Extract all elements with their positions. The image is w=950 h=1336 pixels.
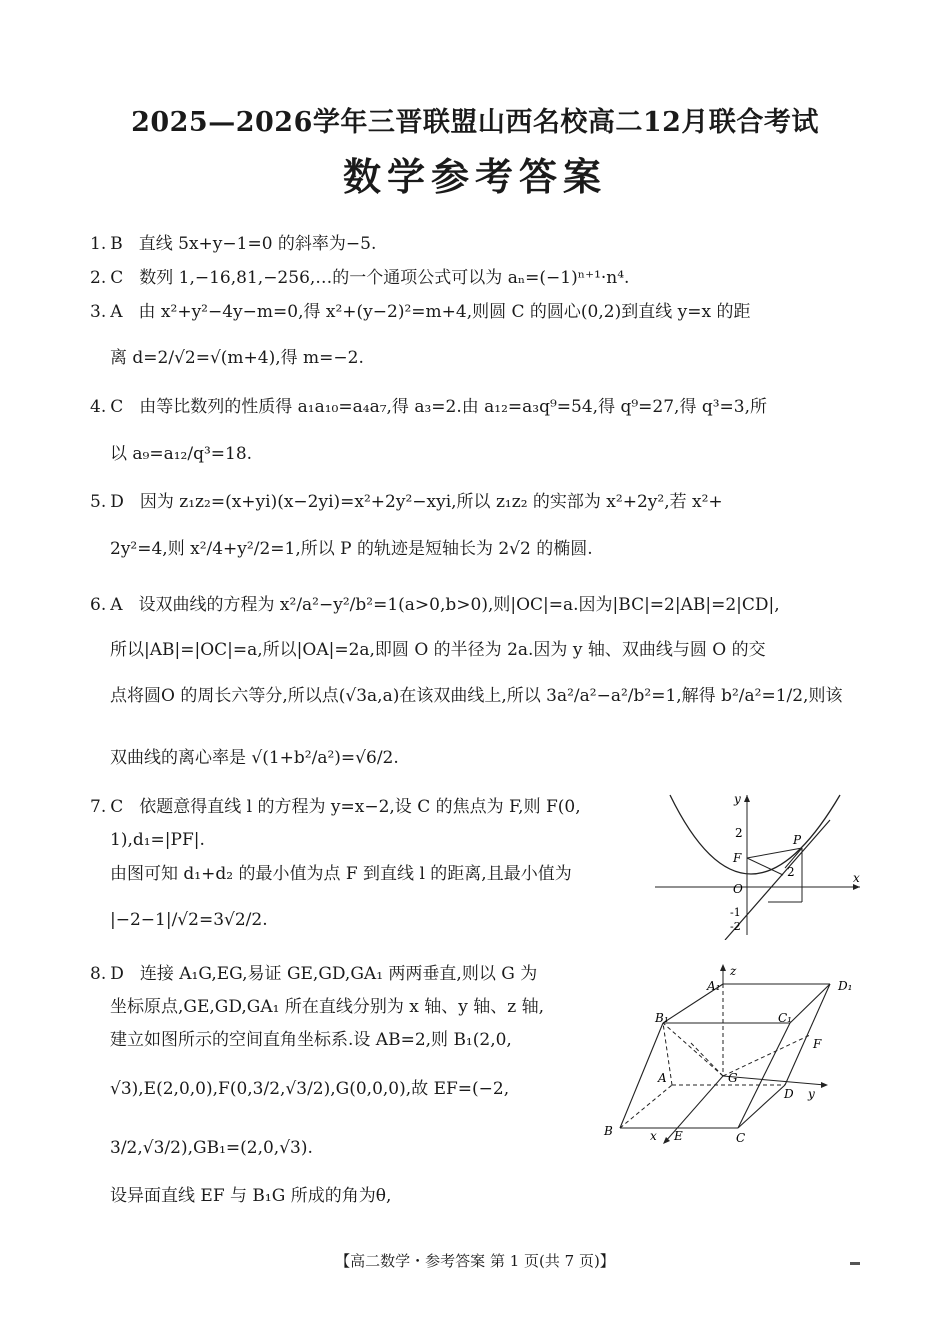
item-answer: A	[110, 595, 123, 615]
edge-ba	[620, 1085, 672, 1128]
item-text: 连接 A₁G,EG,易证 GE,GD,GA₁ 两两垂直,则以 G 为	[139, 964, 538, 984]
item-1	[90, 232, 376, 256]
z-axis-arrow	[720, 964, 726, 971]
item-4-line-2: 以 a₉=a₁₂/q³=18.	[110, 444, 253, 464]
z-axis-label: z	[730, 964, 737, 978]
exam-title: 2025—2026学年三晋联盟山西名校高二12月联合考试	[131, 107, 819, 138]
item-text: 由 x²+y²−4y−m=0,得 x²+(y−2)²=m+4,则圆 C 的圆心(0,2)到直线 y=x 的距	[138, 302, 751, 322]
point-b-label: B	[604, 1124, 613, 1138]
item-answer: C	[110, 268, 124, 288]
item-answer: C	[110, 397, 124, 417]
segment-gb1	[663, 1023, 723, 1076]
point-d1-label: D₁	[838, 979, 853, 993]
segment-fp	[747, 848, 802, 858]
item-answer: A	[110, 302, 123, 322]
item-answer: C	[110, 797, 124, 817]
point-c1-label: C₁	[778, 1011, 792, 1025]
page-title: 数学参考答案	[342, 154, 607, 199]
point-f-label: F	[733, 851, 742, 865]
point-g-label: G	[728, 1071, 738, 1085]
item-6-line-3: 点将圆O 的周长六等分,所以点(√3a,a)在该双曲线上,所以 3a²/a²−a²/b²=1,解得 b²/a²=1/2,则该	[110, 686, 843, 706]
item-number: 8.	[90, 964, 107, 984]
item-6-line-2: 所以|AB|=|OC|=a,所以|OA|=2a,即圆 O 的半径为 2a.因为 y 轴、双曲线与圆 O 的交	[110, 640, 766, 660]
item-7-line-4: |−2−1|/√2=3√2/2.	[110, 910, 268, 930]
item-7	[90, 795, 581, 819]
item-text: 由等比数列的性质得 a₁a₁₀=a₄a₇,得 a₃=2.由 a₁₂=a₃q⁹=54,得 q⁹=27,得 q³=3,所	[139, 397, 768, 417]
item-3-line-2: 离 d=2/√2=√(m+4),得 m=−2.	[110, 348, 364, 368]
item-6	[90, 593, 780, 617]
edge-d1c1	[790, 984, 830, 1023]
item-answer: D	[110, 492, 124, 512]
point-f-label: F	[813, 1037, 822, 1051]
item-8-line-6: 设异面直线 EF 与 B₁G 所成的角为θ,	[110, 1186, 392, 1206]
edge-d1d	[785, 984, 830, 1085]
item-number: 5.	[90, 492, 107, 512]
item-2	[90, 266, 629, 290]
y-axis-arrow	[744, 795, 750, 802]
item-6-line-4: 双曲线的离心率是 √(1+b²/a²)=√6/2.	[110, 748, 399, 768]
item-5-line-2: 2y²=4,则 x²/4+y²/2=1,所以 P 的轨迹是短轴长为 2√2 的椭圆.	[110, 539, 593, 559]
figure-7-parabola-graph	[650, 790, 865, 940]
point-d-label: D	[784, 1087, 794, 1101]
item-8	[90, 962, 537, 986]
corner-mark	[850, 1262, 860, 1265]
origin-label: O	[733, 882, 743, 896]
item-text: 直线 5x+y−1=0 的斜率为−5.	[138, 234, 377, 254]
y-axis-label: y	[734, 792, 741, 806]
item-8-line-3: 建立如图所示的空间直角坐标系.设 AB=2,则 B₁(2,0,	[110, 1030, 512, 1050]
edge-cd	[738, 1085, 785, 1128]
y-axis-label: y	[808, 1087, 815, 1101]
item-text: 因为 z₁z₂=(x+yi)(x−2yi)=x²+2y²−xyi,所以 z₁z₂ 的实部为 x²+2y²,若 x²+	[139, 492, 723, 512]
point-a-label: A	[658, 1071, 667, 1085]
item-number: 6.	[90, 595, 107, 615]
edge-b1b	[620, 1023, 663, 1128]
item-8-line-4: √3),E(2,0,0),F(0,3/2,√3/2),G(0,0,0),故 EF=(−2,	[110, 1079, 510, 1099]
point-c-label: C	[736, 1131, 746, 1145]
edge-c1c	[738, 1023, 790, 1128]
item-number: 3.	[90, 302, 107, 322]
y-tick-minus-2: -2	[730, 920, 741, 933]
item-4	[90, 395, 767, 419]
x-tick-2: 2	[787, 865, 795, 879]
y-axis-arrow	[821, 1082, 828, 1088]
item-text: 依题意得直线 l 的方程为 y=x−2,设 C 的焦点为 F,则 F(0,	[139, 797, 581, 817]
item-number: 4.	[90, 397, 107, 417]
item-answer: B	[110, 234, 123, 254]
item-answer: D	[110, 964, 124, 984]
page-footer: 【高二数学・参考答案 第 1 页(共 7 页)】	[335, 1252, 615, 1270]
point-a1-label: A₁	[707, 979, 721, 993]
figure-8-prism-diagram	[600, 960, 870, 1145]
x-axis-label: x	[650, 1129, 657, 1143]
item-7-line-2: 1),d₁=|PF|.	[110, 830, 205, 850]
point-e-label: E	[674, 1129, 683, 1143]
item-text: 数列 1,−16,81,−256,…的一个通项公式可以为 aₙ=(−1)ⁿ⁺¹·n⁴.	[139, 268, 630, 288]
x-axis-label: x	[853, 871, 860, 885]
item-number: 7.	[90, 797, 107, 817]
segment-ga1-guide	[690, 1042, 723, 1076]
item-5	[90, 490, 723, 514]
item-text: 设双曲线的方程为 x²/a²−y²/b²=1(a>0,b>0),则|OC|=a.因为|BC|=2|AB|=2|CD|,	[138, 595, 780, 615]
y-axis	[723, 1076, 825, 1085]
item-number: 1.	[90, 234, 107, 254]
item-7-line-3: 由图可知 d₁+d₂ 的最小值为点 F 到直线 l 的距离,且最小值为	[110, 864, 572, 884]
point-b1-label: B₁	[655, 1011, 669, 1025]
item-8-line-5: 3/2,√3/2),GB₁=(2,0,√3).	[110, 1138, 313, 1158]
item-number: 2.	[90, 268, 107, 288]
item-8-line-2: 坐标原点,GE,GD,GA₁ 所在直线分别为 x 轴、y 轴、z 轴,	[110, 997, 545, 1017]
item-3	[90, 300, 750, 324]
point-p-label: P	[793, 833, 802, 847]
y-tick-2: 2	[735, 826, 743, 840]
y-tick-minus-1: -1	[730, 906, 741, 919]
